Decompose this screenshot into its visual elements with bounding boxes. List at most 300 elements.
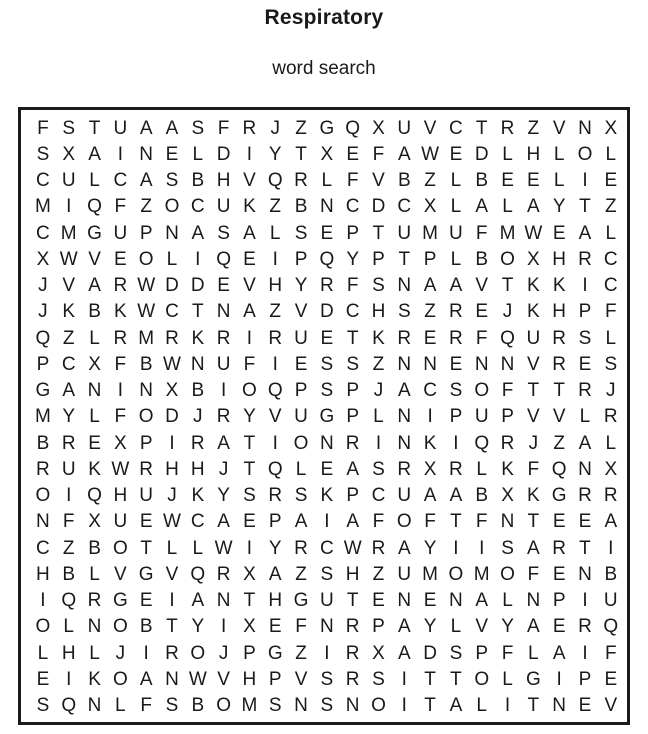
grid-letter: A <box>165 117 179 139</box>
grid-letter: Y <box>217 485 230 507</box>
grid-letter: L <box>450 196 462 218</box>
grid-letter: F <box>217 117 230 139</box>
grid-letter: I <box>401 668 407 690</box>
grid-letter: C <box>345 301 360 323</box>
grid-letter: F <box>372 511 385 533</box>
grid-letter: L <box>502 668 513 690</box>
grid-letter: P <box>294 380 308 402</box>
grid-letter: U <box>397 117 412 139</box>
grid-letter: F <box>475 327 488 349</box>
grid-letter: U <box>61 170 76 192</box>
grid-letter: V <box>88 248 101 270</box>
grid-letter: M <box>34 196 51 218</box>
grid-letter: R <box>397 458 412 480</box>
grid-letter: N <box>216 301 231 323</box>
grid-letter: T <box>579 537 591 559</box>
grid-letter: U <box>397 485 412 507</box>
grid-letter: P <box>243 642 256 664</box>
grid-letter: A <box>449 275 463 297</box>
grid-letter: E <box>217 275 230 297</box>
grid-letter: T <box>398 248 411 270</box>
grid-letter: X <box>423 196 437 218</box>
grid-letter: B <box>604 563 618 585</box>
grid-letter: N <box>578 563 592 585</box>
grid-letter: Z <box>269 301 282 323</box>
grid-letter: A <box>217 511 230 533</box>
grid-letter: L <box>579 406 591 428</box>
grid-letter: S <box>320 353 334 375</box>
grid-letter: Y <box>268 143 282 165</box>
grid-letter: C <box>345 196 360 218</box>
grid-letter: N <box>397 432 412 454</box>
grid-letter: A <box>217 432 230 454</box>
grid-letter: P <box>139 222 153 244</box>
grid-letter: E <box>346 143 359 165</box>
grid-letter: A <box>423 275 437 297</box>
grid-letter: U <box>113 511 128 533</box>
grid-letter: V <box>604 695 618 717</box>
grid-letter: R <box>216 563 231 585</box>
grid-letter: U <box>294 406 308 428</box>
grid-letter: O <box>138 406 154 428</box>
grid-letter: B <box>88 301 101 323</box>
grid-letter: T <box>579 196 591 218</box>
grid-letter: L <box>89 642 100 664</box>
grid-letter: I <box>272 353 278 375</box>
grid-letter: X <box>114 432 127 454</box>
grid-letter: E <box>578 511 592 533</box>
grid-letter: Z <box>527 117 540 139</box>
grid-letter: P <box>346 380 359 402</box>
grid-letter: T <box>243 590 256 612</box>
grid-letter: A <box>397 642 411 664</box>
grid-letter: D <box>190 275 205 297</box>
grid-letter: S <box>36 695 50 717</box>
grid-letter: E <box>114 248 127 270</box>
grid-letter: Q <box>267 380 283 402</box>
grid-letter: M <box>60 222 77 244</box>
grid-letter: F <box>424 511 436 533</box>
grid-letter: O <box>112 537 128 559</box>
grid-letter: K <box>527 301 540 323</box>
grid-letter: O <box>216 695 231 717</box>
grid-letter: T <box>166 616 178 638</box>
grid-letter: F <box>346 275 359 297</box>
grid-letter: V <box>372 170 385 192</box>
grid-letter: R <box>397 327 412 349</box>
grid-letter: S <box>217 222 230 244</box>
grid-letter: A <box>527 537 540 559</box>
grid-letter: E <box>88 432 101 454</box>
grid-letter: A <box>475 196 489 218</box>
grid-letter: R <box>242 117 257 139</box>
grid-letter: V <box>527 353 540 375</box>
grid-letter: A <box>449 695 463 717</box>
grid-letter: Y <box>243 406 256 428</box>
grid-letter: X <box>320 143 334 165</box>
grid-letter: V <box>294 301 308 323</box>
grid-letter: F <box>346 170 359 192</box>
grid-letter: P <box>449 406 463 428</box>
grid-letter: T <box>424 668 436 690</box>
grid-letter: E <box>604 668 618 690</box>
grid-letter: G <box>319 406 335 428</box>
puzzle-title: Respiratory <box>264 6 384 29</box>
grid-letter: C <box>397 196 412 218</box>
grid-letter: R <box>268 485 283 507</box>
grid-letter: U <box>216 196 231 218</box>
grid-letter: L <box>502 143 513 165</box>
word-search-grid <box>30 115 624 719</box>
grid-letter: E <box>372 590 385 612</box>
grid-letter: R <box>345 432 360 454</box>
grid-letter: H <box>190 458 205 480</box>
grid-letter: R <box>552 353 567 375</box>
grid-letter: R <box>578 485 592 507</box>
grid-letter: E <box>552 616 566 638</box>
grid-letter: A <box>397 616 411 638</box>
grid-letter: P <box>36 353 50 375</box>
grid-letter: J <box>193 406 203 428</box>
grid-letter: J <box>502 301 513 323</box>
grid-letter: B <box>475 170 489 192</box>
grid-letter: R <box>371 537 386 559</box>
grid-letter: C <box>423 380 437 402</box>
grid-letter: Z <box>269 196 282 218</box>
grid-letter: T <box>372 222 385 244</box>
grid-letter: S <box>268 695 282 717</box>
grid-letter: N <box>319 616 334 638</box>
grid-letter: A <box>243 222 256 244</box>
grid-letter: I <box>220 616 227 638</box>
grid-letter: I <box>504 695 511 717</box>
grid-letter: D <box>165 275 179 297</box>
grid-letter: L <box>295 458 307 480</box>
grid-letter: I <box>427 406 433 428</box>
grid-letter: U <box>526 327 541 349</box>
grid-letter: J <box>606 380 616 402</box>
grid-letter: R <box>578 616 592 638</box>
grid-letter: V <box>62 275 76 297</box>
grid-letter: A <box>139 170 153 192</box>
grid-letter: H <box>36 563 50 585</box>
grid-letter: L <box>476 695 487 717</box>
grid-letter: A <box>346 458 359 480</box>
grid-letter: K <box>320 485 334 507</box>
grid-letter: Z <box>295 117 307 139</box>
grid-letter: N <box>526 590 541 612</box>
grid-letter: Z <box>604 196 617 218</box>
grid-letter: I <box>246 143 253 165</box>
grid-letter: N <box>87 380 102 402</box>
grid-letter: V <box>268 406 282 428</box>
grid-letter: I <box>169 432 175 454</box>
grid-letter: P <box>268 668 282 690</box>
grid-letter: J <box>38 275 48 297</box>
grid-letter: J <box>38 301 48 323</box>
grid-letter: I <box>246 537 253 559</box>
grid-letter: U <box>474 406 489 428</box>
grid-letter: P <box>346 222 359 244</box>
grid-letter: B <box>397 170 411 192</box>
grid-letter: B <box>191 170 205 192</box>
grid-letter: I <box>582 275 588 297</box>
grid-letter: C <box>603 248 618 270</box>
grid-letter: S <box>501 537 514 559</box>
grid-letter: F <box>501 380 514 402</box>
grid-letter: Q <box>61 695 77 717</box>
grid-letter: Y <box>501 616 514 638</box>
grid-letter: H <box>216 170 231 192</box>
grid-letter: R <box>449 458 463 480</box>
grid-letter: Y <box>423 537 437 559</box>
grid-letter: C <box>36 222 50 244</box>
grid-letter: W <box>59 248 78 270</box>
grid-letter: R <box>165 327 179 349</box>
grid-letter: P <box>423 248 437 270</box>
grid-letter: I <box>479 537 485 559</box>
grid-letter: D <box>423 642 437 664</box>
grid-letter: Q <box>267 458 283 480</box>
grid-letter: O <box>293 432 309 454</box>
grid-letter: E <box>320 222 334 244</box>
grid-letter: X <box>243 563 256 585</box>
grid-letter: X <box>604 117 618 139</box>
grid-letter: I <box>582 170 588 192</box>
grid-letter: W <box>137 275 156 297</box>
grid-letter: O <box>371 695 386 717</box>
grid-letter: P <box>346 485 359 507</box>
grid-letter: U <box>397 563 412 585</box>
grid-letter: L <box>605 143 617 165</box>
grid-letter: V <box>294 668 308 690</box>
grid-letter: W <box>421 143 440 165</box>
grid-letter: T <box>243 458 256 480</box>
grid-letter: U <box>139 485 154 507</box>
grid-letter: L <box>63 616 74 638</box>
grid-letter: O <box>577 143 593 165</box>
grid-letter: P <box>372 616 385 638</box>
grid-letter: E <box>165 143 179 165</box>
grid-letter: C <box>371 485 386 507</box>
grid-letter: O <box>112 616 128 638</box>
grid-letter: P <box>501 406 514 428</box>
grid-letter: L <box>89 406 100 428</box>
grid-letter: X <box>165 380 179 402</box>
grid-letter: R <box>139 458 154 480</box>
grid-letter: Z <box>553 432 565 454</box>
grid-letter: W <box>188 668 207 690</box>
grid-letter: N <box>165 668 179 690</box>
grid-letter: Z <box>62 537 75 559</box>
grid-letter: M <box>499 222 516 244</box>
grid-letter: R <box>190 432 205 454</box>
grid-letter: R <box>500 117 515 139</box>
grid-letter: K <box>527 275 540 297</box>
grid-letter: W <box>163 511 181 533</box>
grid-letter: N <box>578 117 592 139</box>
grid-letter: N <box>578 458 592 480</box>
grid-letter: H <box>552 301 567 323</box>
grid-letter: E <box>501 170 514 192</box>
grid-letter: E <box>294 353 308 375</box>
grid-letter: A <box>191 590 205 612</box>
grid-letter: U <box>113 117 128 139</box>
grid-letter: N <box>500 353 515 375</box>
grid-letter: R <box>552 537 567 559</box>
grid-letter: V <box>527 406 540 428</box>
grid-letter: I <box>324 642 330 664</box>
grid-letter: A <box>423 485 437 507</box>
grid-letter: T <box>140 537 152 559</box>
grid-letter: V <box>243 170 256 192</box>
grid-letter: O <box>164 196 180 218</box>
grid-letter: D <box>371 196 386 218</box>
grid-letter: T <box>295 143 307 165</box>
grid-letter: E <box>604 170 618 192</box>
grid-letter: F <box>527 458 540 480</box>
grid-letter: Y <box>346 248 359 270</box>
grid-letter: E <box>243 248 256 270</box>
grid-letter: F <box>243 353 256 375</box>
grid-letter: E <box>320 458 334 480</box>
grid-letter: O <box>138 248 154 270</box>
grid-letter: V <box>165 563 179 585</box>
grid-letter: C <box>603 275 618 297</box>
grid-letter: R <box>113 275 128 297</box>
grid-letter: W <box>214 537 233 559</box>
grid-letter: C <box>36 537 50 559</box>
grid-letter: L <box>89 170 100 192</box>
grid-letter: B <box>191 380 205 402</box>
grid-letter: L <box>115 695 126 717</box>
grid-letter: Q <box>216 248 231 270</box>
grid-letter: E <box>268 616 282 638</box>
grid-letter: N <box>139 380 154 402</box>
grid-letter: L <box>89 327 100 349</box>
grid-letter: J <box>218 642 229 664</box>
grid-letter: K <box>552 275 566 297</box>
grid-letter: V <box>243 275 256 297</box>
grid-letter: U <box>61 458 76 480</box>
grid-letter: U <box>319 590 334 612</box>
grid-letter: U <box>216 353 231 375</box>
grid-letter: G <box>35 380 51 402</box>
grid-letter: R <box>449 327 463 349</box>
grid-letter: J <box>373 380 384 402</box>
grid-letter: K <box>191 485 205 507</box>
grid-letter: S <box>36 143 50 165</box>
grid-letter: H <box>113 485 128 507</box>
grid-letter: P <box>268 511 282 533</box>
grid-letter: R <box>61 432 76 454</box>
grid-letter: H <box>242 668 257 690</box>
grid-letter: T <box>501 275 514 297</box>
grid-letter: N <box>319 432 334 454</box>
grid-letter: F <box>501 642 514 664</box>
grid-letter: N <box>397 406 412 428</box>
grid-letter: S <box>294 485 308 507</box>
grid-letter: S <box>320 380 334 402</box>
grid-letter: Z <box>424 301 436 323</box>
grid-letter: E <box>36 668 50 690</box>
grid-letter: I <box>582 642 588 664</box>
grid-letter: R <box>319 275 334 297</box>
grid-letter: E <box>552 563 566 585</box>
grid-letter: R <box>603 485 618 507</box>
grid-letter: G <box>525 668 541 690</box>
grid-letter: R <box>500 432 515 454</box>
grid-letter: I <box>324 511 330 533</box>
grid-letter: C <box>190 196 205 218</box>
grid-letter: V <box>475 616 489 638</box>
grid-letter: I <box>453 537 459 559</box>
grid-letter: Y <box>268 537 282 559</box>
grid-letter: S <box>320 695 334 717</box>
grid-letter: F <box>604 301 617 323</box>
grid-letter: A <box>88 275 101 297</box>
grid-letter: L <box>502 590 513 612</box>
grid-letter: L <box>528 642 539 664</box>
grid-letter: R <box>268 327 283 349</box>
grid-letter: L <box>166 248 178 270</box>
grid-letter: E <box>139 590 153 612</box>
grid-letter: N <box>474 353 489 375</box>
grid-letter: V <box>552 117 566 139</box>
grid-letter: O <box>190 642 206 664</box>
grid-letter: C <box>165 301 179 323</box>
grid-letter: T <box>527 380 540 402</box>
grid-letter: I <box>556 668 562 690</box>
grid-letter: V <box>423 117 437 139</box>
grid-letter: A <box>527 616 540 638</box>
grid-letter: P <box>475 642 489 664</box>
grid-letter: A <box>268 563 282 585</box>
grid-letter: W <box>343 537 362 559</box>
grid-letter: U <box>603 590 618 612</box>
grid-letter: R <box>449 301 463 323</box>
grid-letter: P <box>139 432 153 454</box>
grid-letter: R <box>113 327 128 349</box>
grid-letter: F <box>140 695 152 717</box>
grid-letter: L <box>37 642 49 664</box>
grid-letter: B <box>88 537 101 559</box>
grid-letter: Z <box>372 353 385 375</box>
grid-letter: B <box>139 616 153 638</box>
grid-letter: N <box>449 590 463 612</box>
grid-letter: H <box>371 301 386 323</box>
grid-letter: J <box>115 642 126 664</box>
grid-letter: F <box>475 222 488 244</box>
grid-letter: A <box>294 511 308 533</box>
grid-letter: X <box>62 143 76 165</box>
grid-letter: Y <box>294 275 308 297</box>
grid-letter: N <box>345 695 360 717</box>
grid-letter: N <box>87 616 102 638</box>
grid-letter: O <box>35 616 51 638</box>
grid-letter: R <box>294 170 308 192</box>
grid-letter: E <box>243 511 256 533</box>
grid-letter: A <box>243 301 256 323</box>
grid-letter: S <box>346 353 359 375</box>
puzzle-subtitle: word search <box>272 58 376 79</box>
grid-letter: G <box>87 222 102 244</box>
grid-letter: Q <box>61 590 77 612</box>
grid-letter: K <box>88 668 101 690</box>
grid-letter: H <box>61 642 76 664</box>
grid-letter: O <box>242 380 257 402</box>
grid-letter: Q <box>267 170 283 192</box>
